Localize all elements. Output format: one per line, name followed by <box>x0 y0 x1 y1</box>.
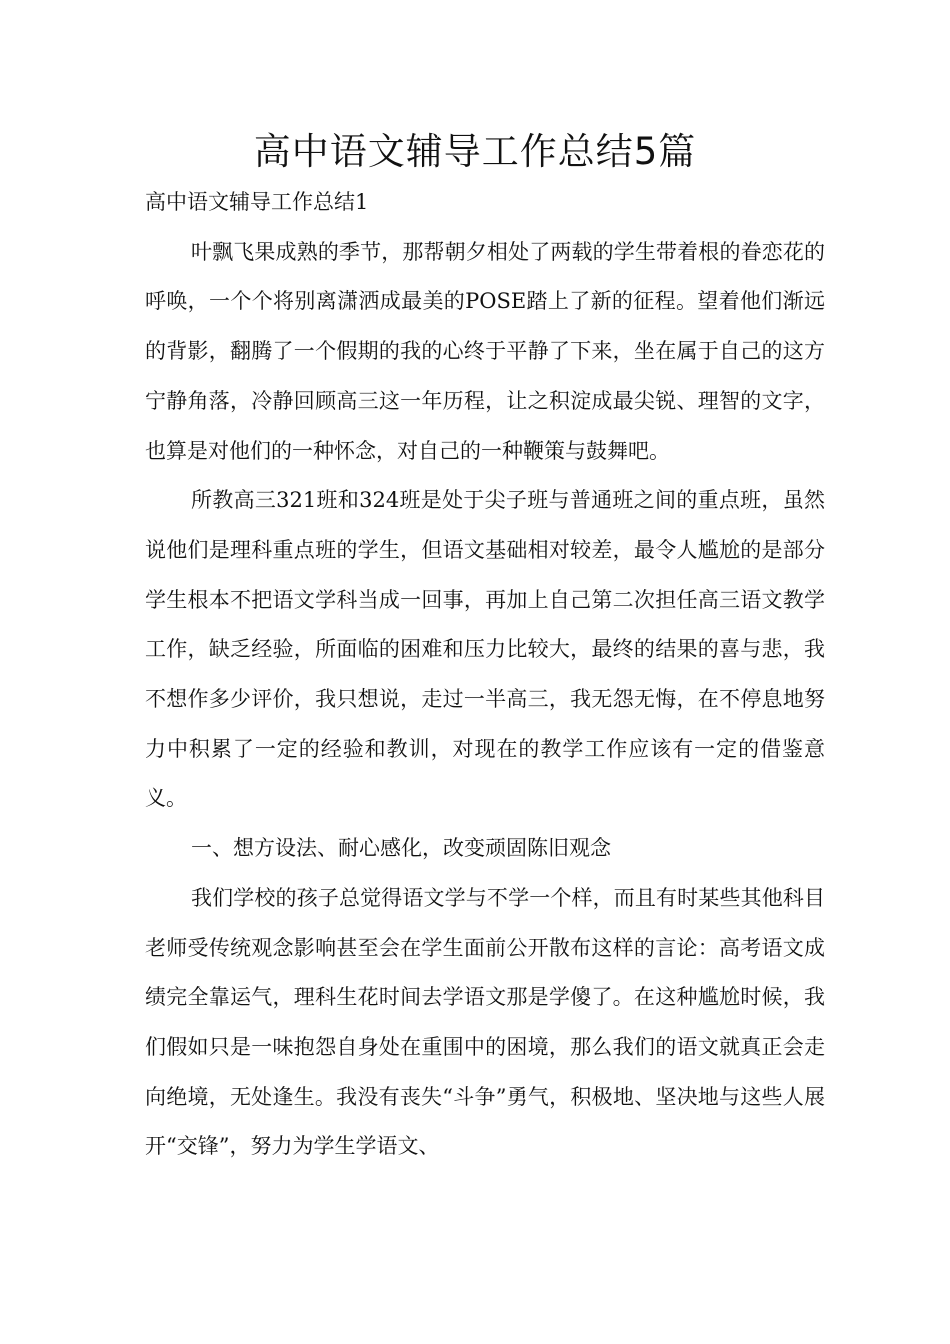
paragraph-3: 我们学校的孩子总觉得语文学与不学一个样，而且有时某些其他科目老师受传统观念影响甚至会在学生面前公开散布这样的言论：高考语文成绩完全靠运气，理科生花时间去学语文那是学傻了。在这种尴尬时候，我们假如只是一味抱怨自身处在重围中的困境，那么我们的语文就真正会走向绝境，无处逢生。我没有丧失“斗争”勇气，积极地、坚决地与这些人展开“交锋”，努力为学生学语文、 <box>145 885 825 1159</box>
section-heading: 一、想方设法、耐心感化，改变顽固陈旧观念 <box>191 836 611 861</box>
paragraph-2: 所教高三321班和324班是处于尖子班与普通班之间的重点班，虽然说他们是理科重点班的学生，但语文基础相对较差，最令人尴尬的是部分学生根本不把语文学科当成一回事，再加上自己第二次担任高三语文教学工作，缺乏经验，所面临的困难和压力比较大，最终的结果的喜与悲，我不想作多少评价，我只想说，走过一半高三，我无怨无悔，在不停息地努力中积累了一定的经验和教训，对现在的教学工作应该有一定的借鉴意义。 <box>145 488 825 811</box>
document-subtitle: 高中语文辅导工作总结1 <box>145 190 369 214</box>
document-title: 高中语文辅导工作总结5篇 <box>253 130 697 173</box>
document-body <box>145 178 825 1172</box>
paragraph-1: 叶飘飞果成熟的季节，那帮朝夕相处了两载的学生带着根的眷恋花的呼唤，一个个将别离潇洒成最美的POSE踏上了新的征程。望着他们渐远的背影，翻腾了一个假期的我的心终于平静了下来，坐在属于自己的这方宁静角落，冷静回顾高三这一年历程，让之积淀成最尖锐、理智的文字，也算是对他们的一种怀念，对自己的一种鞭策与鼓舞吧。 <box>145 239 825 463</box>
